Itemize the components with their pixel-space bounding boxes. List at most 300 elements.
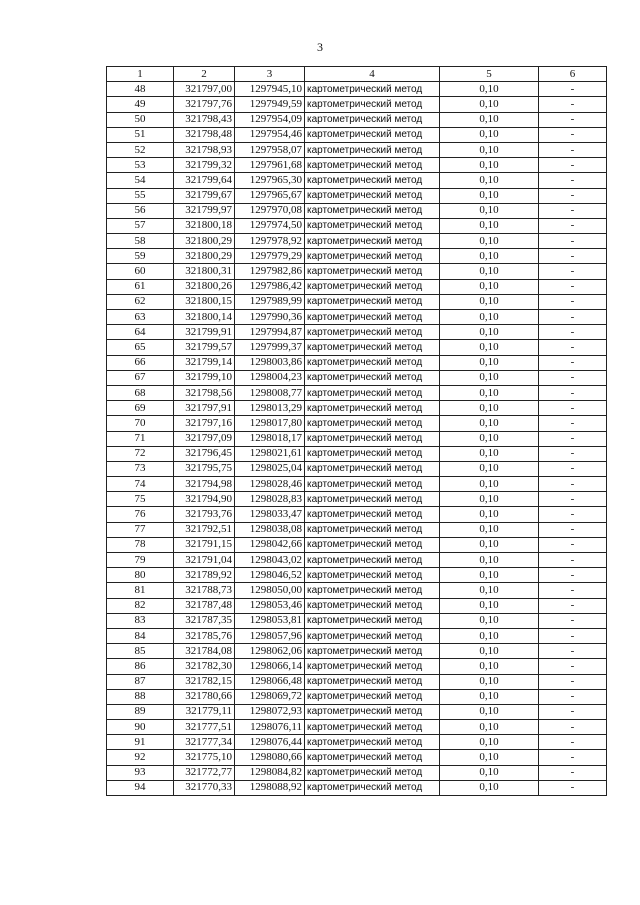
y-coordinate-cell: 1297982,86 <box>235 264 305 279</box>
point-number-cell: 56 <box>107 203 174 218</box>
note-cell: - <box>539 385 607 400</box>
x-coordinate-cell: 321788,73 <box>174 583 235 598</box>
note-cell: - <box>539 416 607 431</box>
method-cell: картометрический метод <box>305 674 440 689</box>
table-row <box>107 355 607 370</box>
note-cell: - <box>539 720 607 735</box>
point-number-cell: 63 <box>107 310 174 325</box>
method-cell: картометрический метод <box>305 583 440 598</box>
x-coordinate-cell: 321782,15 <box>174 674 235 689</box>
point-number-cell: 73 <box>107 461 174 476</box>
table-row <box>107 325 607 340</box>
y-coordinate-cell: 1298066,48 <box>235 674 305 689</box>
y-coordinate-cell: 1298084,82 <box>235 765 305 780</box>
precision-cell: 0,10 <box>440 203 539 218</box>
x-coordinate-cell: 321793,76 <box>174 507 235 522</box>
method-cell: картометрический метод <box>305 97 440 112</box>
point-number-cell: 65 <box>107 340 174 355</box>
table-row <box>107 568 607 583</box>
note-cell: - <box>539 173 607 188</box>
x-coordinate-cell: 321785,76 <box>174 628 235 643</box>
point-number-cell: 58 <box>107 234 174 249</box>
note-cell: - <box>539 97 607 112</box>
method-cell: картометрический метод <box>305 340 440 355</box>
y-coordinate-cell: 1297970,08 <box>235 203 305 218</box>
method-cell: картометрический метод <box>305 385 440 400</box>
x-coordinate-cell: 321800,29 <box>174 234 235 249</box>
y-coordinate-cell: 1298042,66 <box>235 537 305 552</box>
note-cell: - <box>539 234 607 249</box>
x-coordinate-cell: 321796,45 <box>174 446 235 461</box>
point-number-cell: 85 <box>107 644 174 659</box>
x-coordinate-cell: 321772,77 <box>174 765 235 780</box>
note-cell: - <box>539 294 607 309</box>
note-cell: - <box>539 583 607 598</box>
note-cell: - <box>539 218 607 233</box>
method-cell: картометрический метод <box>305 613 440 628</box>
table-row <box>107 218 607 233</box>
method-cell: картометрический метод <box>305 325 440 340</box>
precision-cell: 0,10 <box>440 735 539 750</box>
y-coordinate-cell: 1298076,44 <box>235 735 305 750</box>
x-coordinate-cell: 321787,35 <box>174 613 235 628</box>
column-header: 3 <box>235 67 305 82</box>
method-cell: картометрический метод <box>305 127 440 142</box>
x-coordinate-cell: 321798,93 <box>174 142 235 157</box>
x-coordinate-cell: 321799,14 <box>174 355 235 370</box>
point-number-cell: 50 <box>107 112 174 127</box>
y-coordinate-cell: 1297994,87 <box>235 325 305 340</box>
table-row <box>107 613 607 628</box>
table-row <box>107 537 607 552</box>
method-cell: картометрический метод <box>305 598 440 613</box>
table-row <box>107 765 607 780</box>
x-coordinate-cell: 321797,76 <box>174 97 235 112</box>
x-coordinate-cell: 321770,33 <box>174 780 235 795</box>
precision-cell: 0,10 <box>440 97 539 112</box>
table-row <box>107 780 607 795</box>
precision-cell: 0,10 <box>440 188 539 203</box>
y-coordinate-cell: 1298017,80 <box>235 416 305 431</box>
table-row <box>107 720 607 735</box>
y-coordinate-cell: 1297986,42 <box>235 279 305 294</box>
y-coordinate-cell: 1297974,50 <box>235 218 305 233</box>
table-row <box>107 142 607 157</box>
precision-cell: 0,10 <box>440 674 539 689</box>
precision-cell: 0,10 <box>440 401 539 416</box>
method-cell: картометрический метод <box>305 628 440 643</box>
page-number: 3 <box>317 40 323 54</box>
table-row <box>107 97 607 112</box>
precision-cell: 0,10 <box>440 279 539 294</box>
point-number-cell: 49 <box>107 97 174 112</box>
precision-cell: 0,10 <box>440 325 539 340</box>
x-coordinate-cell: 321800,31 <box>174 264 235 279</box>
column-header: 1 <box>107 67 174 82</box>
note-cell: - <box>539 127 607 142</box>
method-cell: картометрический метод <box>305 294 440 309</box>
precision-cell: 0,10 <box>440 416 539 431</box>
y-coordinate-cell: 1298053,46 <box>235 598 305 613</box>
note-cell: - <box>539 750 607 765</box>
method-cell: картометрический метод <box>305 158 440 173</box>
y-coordinate-cell: 1297989,99 <box>235 294 305 309</box>
table-row <box>107 644 607 659</box>
point-number-cell: 69 <box>107 401 174 416</box>
note-cell: - <box>539 158 607 173</box>
x-coordinate-cell: 321797,09 <box>174 431 235 446</box>
note-cell: - <box>539 780 607 795</box>
precision-cell: 0,10 <box>440 355 539 370</box>
method-cell: картометрический метод <box>305 249 440 264</box>
x-coordinate-cell: 321799,64 <box>174 173 235 188</box>
column-header: 5 <box>440 67 539 82</box>
note-cell: - <box>539 142 607 157</box>
table-row <box>107 477 607 492</box>
x-coordinate-cell: 321784,08 <box>174 644 235 659</box>
y-coordinate-cell: 1298028,46 <box>235 477 305 492</box>
point-number-cell: 67 <box>107 370 174 385</box>
y-coordinate-cell: 1298021,61 <box>235 446 305 461</box>
method-cell: картометрический метод <box>305 264 440 279</box>
y-coordinate-cell: 1297965,30 <box>235 173 305 188</box>
note-cell: - <box>539 264 607 279</box>
precision-cell: 0,10 <box>440 249 539 264</box>
precision-cell: 0,10 <box>440 158 539 173</box>
precision-cell: 0,10 <box>440 173 539 188</box>
x-coordinate-cell: 321800,15 <box>174 294 235 309</box>
table-row <box>107 310 607 325</box>
note-cell: - <box>539 598 607 613</box>
method-cell: картометрический метод <box>305 780 440 795</box>
method-cell: картометрический метод <box>305 720 440 735</box>
precision-cell: 0,10 <box>440 689 539 704</box>
precision-cell: 0,10 <box>440 340 539 355</box>
point-number-cell: 54 <box>107 173 174 188</box>
y-coordinate-cell: 1298038,08 <box>235 522 305 537</box>
y-coordinate-cell: 1298072,93 <box>235 704 305 719</box>
method-cell: картометрический метод <box>305 735 440 750</box>
y-coordinate-cell: 1297961,68 <box>235 158 305 173</box>
precision-cell: 0,10 <box>440 598 539 613</box>
y-coordinate-cell: 1298046,52 <box>235 568 305 583</box>
method-cell: картометрический метод <box>305 310 440 325</box>
y-coordinate-cell: 1297965,67 <box>235 188 305 203</box>
y-coordinate-cell: 1298066,14 <box>235 659 305 674</box>
y-coordinate-cell: 1297978,92 <box>235 234 305 249</box>
y-coordinate-cell: 1297990,36 <box>235 310 305 325</box>
note-cell: - <box>539 249 607 264</box>
table-row <box>107 446 607 461</box>
y-coordinate-cell: 1297958,07 <box>235 142 305 157</box>
point-number-cell: 78 <box>107 537 174 552</box>
precision-cell: 0,10 <box>440 264 539 279</box>
note-cell: - <box>539 279 607 294</box>
x-coordinate-cell: 321797,00 <box>174 82 235 97</box>
table-row <box>107 416 607 431</box>
x-coordinate-cell: 321800,26 <box>174 279 235 294</box>
table-row <box>107 127 607 142</box>
precision-cell: 0,10 <box>440 704 539 719</box>
table-row <box>107 750 607 765</box>
point-number-cell: 61 <box>107 279 174 294</box>
point-number-cell: 94 <box>107 780 174 795</box>
column-header: 2 <box>174 67 235 82</box>
table-row <box>107 279 607 294</box>
precision-cell: 0,10 <box>440 218 539 233</box>
y-coordinate-cell: 1298050,00 <box>235 583 305 598</box>
table-row <box>107 370 607 385</box>
note-cell: - <box>539 188 607 203</box>
note-cell: - <box>539 310 607 325</box>
point-number-cell: 92 <box>107 750 174 765</box>
precision-cell: 0,10 <box>440 750 539 765</box>
method-cell: картометрический метод <box>305 659 440 674</box>
precision-cell: 0,10 <box>440 477 539 492</box>
table-row <box>107 659 607 674</box>
table-row <box>107 158 607 173</box>
point-number-cell: 52 <box>107 142 174 157</box>
precision-cell: 0,10 <box>440 780 539 795</box>
point-number-cell: 70 <box>107 416 174 431</box>
method-cell: картометрический метод <box>305 82 440 97</box>
note-cell: - <box>539 659 607 674</box>
precision-cell: 0,10 <box>440 522 539 537</box>
note-cell: - <box>539 765 607 780</box>
y-coordinate-cell: 1297954,09 <box>235 112 305 127</box>
table-row <box>107 112 607 127</box>
x-coordinate-cell: 321800,14 <box>174 310 235 325</box>
table-row <box>107 598 607 613</box>
point-number-cell: 87 <box>107 674 174 689</box>
precision-cell: 0,10 <box>440 613 539 628</box>
point-number-cell: 88 <box>107 689 174 704</box>
method-cell: картометрический метод <box>305 173 440 188</box>
x-coordinate-cell: 321798,56 <box>174 385 235 400</box>
point-number-cell: 82 <box>107 598 174 613</box>
method-cell: картометрический метод <box>305 142 440 157</box>
table-row <box>107 628 607 643</box>
note-cell: - <box>539 507 607 522</box>
precision-cell: 0,10 <box>440 492 539 507</box>
table-row <box>107 401 607 416</box>
table-row <box>107 522 607 537</box>
method-cell: картометрический метод <box>305 765 440 780</box>
point-number-cell: 53 <box>107 158 174 173</box>
y-coordinate-cell: 1298033,47 <box>235 507 305 522</box>
precision-cell: 0,10 <box>440 370 539 385</box>
table-row <box>107 188 607 203</box>
y-coordinate-cell: 1298053,81 <box>235 613 305 628</box>
precision-cell: 0,10 <box>440 431 539 446</box>
table-row <box>107 340 607 355</box>
point-number-cell: 93 <box>107 765 174 780</box>
precision-cell: 0,10 <box>440 568 539 583</box>
point-number-cell: 83 <box>107 613 174 628</box>
x-coordinate-cell: 321775,10 <box>174 750 235 765</box>
method-cell: картометрический метод <box>305 416 440 431</box>
precision-cell: 0,10 <box>440 112 539 127</box>
table-row <box>107 234 607 249</box>
x-coordinate-cell: 321799,97 <box>174 203 235 218</box>
y-coordinate-cell: 1298008,77 <box>235 385 305 400</box>
point-number-cell: 84 <box>107 628 174 643</box>
y-coordinate-cell: 1298028,83 <box>235 492 305 507</box>
precision-cell: 0,10 <box>440 659 539 674</box>
x-coordinate-cell: 321792,51 <box>174 522 235 537</box>
point-number-cell: 91 <box>107 735 174 750</box>
method-cell: картометрический метод <box>305 704 440 719</box>
y-coordinate-cell: 1298088,92 <box>235 780 305 795</box>
column-header: 4 <box>305 67 440 82</box>
note-cell: - <box>539 537 607 552</box>
precision-cell: 0,10 <box>440 310 539 325</box>
point-number-cell: 80 <box>107 568 174 583</box>
note-cell: - <box>539 704 607 719</box>
table-header-row <box>107 67 607 82</box>
point-number-cell: 62 <box>107 294 174 309</box>
x-coordinate-cell: 321777,51 <box>174 720 235 735</box>
precision-cell: 0,10 <box>440 234 539 249</box>
note-cell: - <box>539 522 607 537</box>
x-coordinate-cell: 321799,32 <box>174 158 235 173</box>
precision-cell: 0,10 <box>440 720 539 735</box>
point-number-cell: 89 <box>107 704 174 719</box>
x-coordinate-cell: 321794,90 <box>174 492 235 507</box>
method-cell: картометрический метод <box>305 355 440 370</box>
method-cell: картометрический метод <box>305 401 440 416</box>
y-coordinate-cell: 1297979,29 <box>235 249 305 264</box>
method-cell: картометрический метод <box>305 568 440 583</box>
note-cell: - <box>539 613 607 628</box>
x-coordinate-cell: 321791,15 <box>174 537 235 552</box>
method-cell: картометрический метод <box>305 492 440 507</box>
note-cell: - <box>539 431 607 446</box>
y-coordinate-cell: 1297999,37 <box>235 340 305 355</box>
note-cell: - <box>539 340 607 355</box>
method-cell: картометрический метод <box>305 431 440 446</box>
y-coordinate-cell: 1298003,86 <box>235 355 305 370</box>
note-cell: - <box>539 477 607 492</box>
point-number-cell: 86 <box>107 659 174 674</box>
table-row <box>107 735 607 750</box>
note-cell: - <box>539 674 607 689</box>
note-cell: - <box>539 203 607 218</box>
y-coordinate-cell: 1298004,23 <box>235 370 305 385</box>
point-number-cell: 90 <box>107 720 174 735</box>
point-number-cell: 59 <box>107 249 174 264</box>
method-cell: картометрический метод <box>305 553 440 568</box>
point-number-cell: 64 <box>107 325 174 340</box>
x-coordinate-cell: 321795,75 <box>174 461 235 476</box>
table-row <box>107 704 607 719</box>
x-coordinate-cell: 321799,57 <box>174 340 235 355</box>
point-number-cell: 60 <box>107 264 174 279</box>
table-body <box>107 82 607 796</box>
precision-cell: 0,10 <box>440 583 539 598</box>
table-row <box>107 553 607 568</box>
x-coordinate-cell: 321799,67 <box>174 188 235 203</box>
method-cell: картометрический метод <box>305 370 440 385</box>
note-cell: - <box>539 461 607 476</box>
table-row <box>107 82 607 97</box>
x-coordinate-cell: 321799,91 <box>174 325 235 340</box>
table-row <box>107 249 607 264</box>
point-number-cell: 76 <box>107 507 174 522</box>
method-cell: картометрический метод <box>305 689 440 704</box>
y-coordinate-cell: 1298043,02 <box>235 553 305 568</box>
note-cell: - <box>539 446 607 461</box>
method-cell: картометрический метод <box>305 203 440 218</box>
point-number-cell: 51 <box>107 127 174 142</box>
method-cell: картометрический метод <box>305 112 440 127</box>
y-coordinate-cell: 1298069,72 <box>235 689 305 704</box>
note-cell: - <box>539 568 607 583</box>
x-coordinate-cell: 321779,11 <box>174 704 235 719</box>
x-coordinate-cell: 321794,98 <box>174 477 235 492</box>
note-cell: - <box>539 492 607 507</box>
table-row <box>107 674 607 689</box>
note-cell: - <box>539 735 607 750</box>
note-cell: - <box>539 325 607 340</box>
point-number-cell: 55 <box>107 188 174 203</box>
precision-cell: 0,10 <box>440 553 539 568</box>
method-cell: картометрический метод <box>305 461 440 476</box>
point-number-cell: 72 <box>107 446 174 461</box>
x-coordinate-cell: 321777,34 <box>174 735 235 750</box>
point-number-cell: 77 <box>107 522 174 537</box>
y-coordinate-cell: 1298076,11 <box>235 720 305 735</box>
precision-cell: 0,10 <box>440 507 539 522</box>
x-coordinate-cell: 321797,16 <box>174 416 235 431</box>
x-coordinate-cell: 321799,10 <box>174 370 235 385</box>
x-coordinate-cell: 321791,04 <box>174 553 235 568</box>
note-cell: - <box>539 112 607 127</box>
point-number-cell: 75 <box>107 492 174 507</box>
precision-cell: 0,10 <box>440 385 539 400</box>
table-row <box>107 507 607 522</box>
method-cell: картометрический метод <box>305 522 440 537</box>
point-number-cell: 79 <box>107 553 174 568</box>
table-row <box>107 203 607 218</box>
note-cell: - <box>539 401 607 416</box>
method-cell: картометрический метод <box>305 477 440 492</box>
precision-cell: 0,10 <box>440 446 539 461</box>
method-cell: картометрический метод <box>305 234 440 249</box>
y-coordinate-cell: 1298080,66 <box>235 750 305 765</box>
y-coordinate-cell: 1297949,59 <box>235 97 305 112</box>
coordinates-table <box>106 66 607 796</box>
method-cell: картометрический метод <box>305 446 440 461</box>
table-row <box>107 461 607 476</box>
point-number-cell: 81 <box>107 583 174 598</box>
x-coordinate-cell: 321800,29 <box>174 249 235 264</box>
table-row <box>107 689 607 704</box>
method-cell: картометрический метод <box>305 507 440 522</box>
x-coordinate-cell: 321800,18 <box>174 218 235 233</box>
precision-cell: 0,10 <box>440 644 539 659</box>
y-coordinate-cell: 1298057,96 <box>235 628 305 643</box>
note-cell: - <box>539 689 607 704</box>
table-row <box>107 173 607 188</box>
precision-cell: 0,10 <box>440 461 539 476</box>
x-coordinate-cell: 321787,48 <box>174 598 235 613</box>
y-coordinate-cell: 1298025,04 <box>235 461 305 476</box>
note-cell: - <box>539 644 607 659</box>
point-number-cell: 66 <box>107 355 174 370</box>
precision-cell: 0,10 <box>440 142 539 157</box>
precision-cell: 0,10 <box>440 294 539 309</box>
